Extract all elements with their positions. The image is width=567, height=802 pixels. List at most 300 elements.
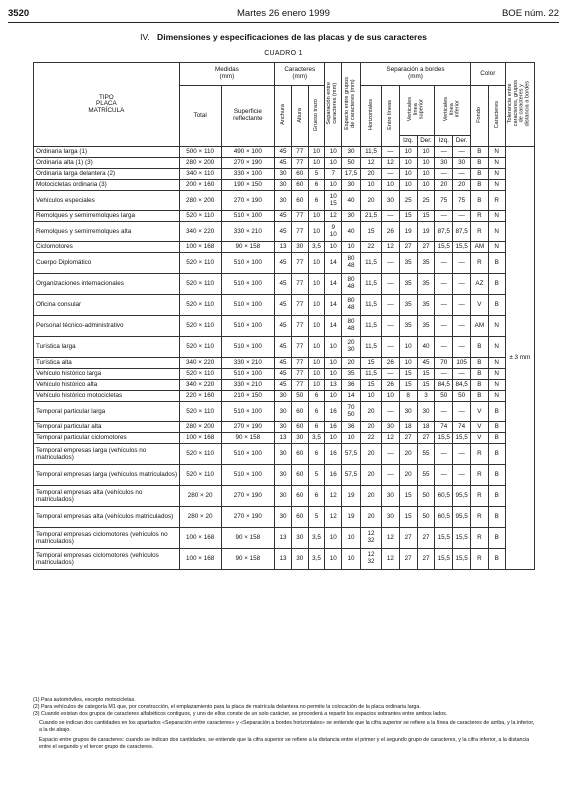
cell-esp: 35: [342, 369, 361, 380]
stacked-value: 48: [347, 304, 355, 311]
cell-fondo: R: [471, 222, 489, 242]
cell-hor: 20: [360, 444, 381, 465]
superficie-header: Superficie reflectante: [221, 86, 274, 147]
row-type-name: Ordinaria alta (1) (3): [34, 158, 180, 169]
cell-gru: 6: [308, 391, 325, 402]
row-type-name: Temporal empresas ciclomotores (vehículos no matriculados): [34, 528, 180, 549]
cell-gru: 10: [308, 337, 325, 358]
cell-sep: 10: [325, 242, 342, 253]
cell-total: 100 × 168: [179, 433, 221, 444]
cell-sep: 10: [325, 158, 342, 169]
cell-el: —: [381, 147, 399, 158]
cell-sup: 510 × 100: [221, 402, 274, 422]
stacked-value: 32: [367, 558, 375, 565]
fondo-header: Fondo: [471, 86, 489, 147]
cell-total: 340 × 220: [179, 222, 221, 242]
table-row: [34, 422, 535, 433]
cell-sup: 330 × 100: [221, 169, 274, 180]
cell-vsi: 10: [399, 169, 417, 180]
cell-alt: 77: [291, 295, 308, 316]
section-title: [0, 32, 567, 42]
cell-esp: 30: [342, 180, 361, 191]
stacked-value: 70: [347, 403, 355, 411]
footnote: (2) Para vehículos de categoría M1 que, por construcción, el emplazamiento para la placa de matrícula delantera no permite la colocación de la placa ordinaria larga.: [33, 703, 421, 710]
cell-vsd: 15: [417, 211, 435, 222]
cell-vsd: 35: [417, 274, 435, 295]
cell-vii: 75: [435, 191, 453, 211]
row-type-name: Personal técnico-administrativo: [34, 316, 180, 337]
cell-alt: 77: [291, 380, 308, 391]
cell-fondo: AZ: [471, 274, 489, 295]
cell-sup: 270 × 190: [221, 422, 274, 433]
cell-esp: [342, 316, 361, 337]
cell-el: —: [381, 465, 399, 486]
cell-esp: 30: [342, 211, 361, 222]
espacio-grupos-header: Espacio entre grupos de caracteres (mm): [342, 63, 361, 147]
cell-car: N: [488, 369, 505, 380]
cell-sep: 12: [325, 211, 342, 222]
row-type-name: Vehículo histórico alta: [34, 380, 180, 391]
cell-vid: 15,5: [453, 242, 471, 253]
cell-vsi: 27: [399, 242, 417, 253]
cell-gru: 6: [308, 402, 325, 422]
cell-vid: 20: [453, 180, 471, 191]
cell-anch: 30: [275, 422, 292, 433]
cell-vsd: 35: [417, 316, 435, 337]
cell-alt: 60: [291, 169, 308, 180]
cell-hor: 10: [360, 180, 381, 191]
cell-sep: 10: [325, 391, 342, 402]
cell-vid: 95,5: [453, 507, 471, 528]
cell-sep: 10: [325, 549, 342, 570]
cell-el: 10: [381, 180, 399, 191]
cell-sep: [325, 222, 342, 242]
cell-hor: [360, 549, 381, 570]
cell-vid: 95,5: [453, 486, 471, 507]
cell-el: —: [381, 444, 399, 465]
cell-fondo: B: [471, 147, 489, 158]
cell-vii: 15,5: [435, 242, 453, 253]
table-row: [34, 358, 535, 369]
cell-gru: 10: [308, 147, 325, 158]
cell-gru: 3,5: [308, 549, 325, 570]
der-header: Der.: [417, 136, 435, 147]
cell-hor: 11,5: [360, 316, 381, 337]
row-type-name: Cuerpo Diplomático: [34, 253, 180, 274]
cell-anch: 45: [275, 274, 292, 295]
table-row: [34, 211, 535, 222]
table-row: [34, 402, 535, 422]
cell-gru: 10: [308, 253, 325, 274]
medidas-header: Medidas (mm): [179, 63, 274, 86]
cell-sup: 510 × 100: [221, 211, 274, 222]
entre-lineas-header: Entre líneas: [381, 86, 399, 147]
separacion-bordes-header: Separación a bordes (mm): [360, 63, 470, 86]
cell-total: 280 × 200: [179, 422, 221, 433]
grueso-header: Grueso trazo: [308, 86, 325, 147]
cell-sup: 510 × 100: [221, 369, 274, 380]
stacked-value: 80: [347, 297, 355, 305]
cell-car: B: [488, 444, 505, 465]
cell-car: N: [488, 380, 505, 391]
cell-sep: 7: [325, 169, 342, 180]
cell-hor: 11,5: [360, 253, 381, 274]
cell-el: —: [381, 169, 399, 180]
stacked-value: 15: [329, 199, 337, 207]
cell-gru: 10: [308, 222, 325, 242]
cell-anch: 45: [275, 358, 292, 369]
cell-fondo: AM: [471, 242, 489, 253]
cell-gru: 5: [308, 465, 325, 486]
stacked-value: 32: [367, 537, 375, 544]
cell-sep: 12: [325, 486, 342, 507]
cell-el: —: [381, 337, 399, 358]
table-row: [34, 337, 535, 358]
cell-fondo: V: [471, 295, 489, 316]
cell-car: N: [488, 337, 505, 358]
row-type-name: Remolques y semirremolques alta: [34, 222, 180, 242]
cell-alt: 60: [291, 507, 308, 528]
cell-vsi: 27: [399, 433, 417, 444]
cell-sup: 330 × 210: [221, 222, 274, 242]
cell-sup: 510 × 100: [221, 253, 274, 274]
cell-vid: 74: [453, 422, 471, 433]
stacked-value: 12: [367, 530, 375, 538]
cell-car: N: [488, 158, 505, 169]
table-row: [34, 222, 535, 242]
stacked-value: 10: [329, 230, 337, 238]
cell-sup: 510 × 100: [221, 465, 274, 486]
cell-alt: 60: [291, 465, 308, 486]
cuadro-label: CUADRO 1: [264, 50, 303, 57]
cell-vsi: 8: [399, 391, 417, 402]
cell-esp: 10: [342, 242, 361, 253]
cell-total: 520 × 110: [179, 253, 221, 274]
cell-anch: 45: [275, 380, 292, 391]
cell-sup: 510 × 100: [221, 274, 274, 295]
cell-anch: 45: [275, 316, 292, 337]
cell-esp: [342, 337, 361, 358]
cell-sup: 490 × 100: [221, 147, 274, 158]
cell-anch: 45: [275, 295, 292, 316]
cell-sup: 210 × 150: [221, 391, 274, 402]
table-row: [34, 242, 535, 253]
color-header: Color: [471, 63, 506, 86]
cell-anch: 13: [275, 242, 292, 253]
cell-hor: 21,5: [360, 211, 381, 222]
cell-hor: 22: [360, 433, 381, 444]
cell-sep: 16: [325, 422, 342, 433]
cell-el: —: [381, 295, 399, 316]
table-row: [34, 158, 535, 169]
cell-esp: 10: [342, 528, 361, 549]
stacked-value: 20: [347, 339, 355, 347]
cell-esp: [342, 402, 361, 422]
cell-total: 520 × 110: [179, 402, 221, 422]
cell-gru: 10: [308, 380, 325, 391]
table-row: [34, 147, 535, 158]
izq-header: Izq.: [435, 136, 453, 147]
cell-fondo: B: [471, 169, 489, 180]
cell-vsd: 45: [417, 358, 435, 369]
cell-fondo: B: [471, 358, 489, 369]
section-number: IV.: [140, 32, 150, 42]
row-type-name: Motocicletas ordinaria (3): [34, 180, 180, 191]
cell-vii: 15,5: [435, 433, 453, 444]
cell-vsd: 3: [417, 391, 435, 402]
cell-gru: 6: [308, 486, 325, 507]
cell-vid: 84,5: [453, 380, 471, 391]
cell-sep: 10: [325, 337, 342, 358]
cell-alt: 60: [291, 191, 308, 211]
table-row: [34, 191, 535, 211]
cell-esp: 10: [342, 433, 361, 444]
cell-vsi: 10: [399, 337, 417, 358]
cell-vsd: 50: [417, 486, 435, 507]
cell-vii: —: [435, 369, 453, 380]
der-header: Der.: [453, 136, 471, 147]
cell-sep: 10: [325, 528, 342, 549]
cell-fondo: AM: [471, 316, 489, 337]
cell-alt: 77: [291, 222, 308, 242]
page-number: 3520: [8, 8, 30, 19]
cell-vsi: 20: [399, 444, 417, 465]
cell-el: 30: [381, 507, 399, 528]
cell-vii: 60,5: [435, 507, 453, 528]
stacked-value: 80: [347, 276, 355, 284]
cell-vsd: 55: [417, 465, 435, 486]
cell-sup: 510 × 100: [221, 316, 274, 337]
cell-alt: 77: [291, 358, 308, 369]
cell-vid: 15,5: [453, 549, 471, 570]
cell-vii: 15,5: [435, 528, 453, 549]
cell-vid: 15,5: [453, 433, 471, 444]
cell-esp: 17,5: [342, 169, 361, 180]
cell-fondo: V: [471, 422, 489, 433]
cell-el: —: [381, 369, 399, 380]
cell-gru: 10: [308, 369, 325, 380]
cell-car: N: [488, 211, 505, 222]
cell-alt: 60: [291, 422, 308, 433]
cell-total: 280 × 20: [179, 486, 221, 507]
cell-anch: 30: [275, 191, 292, 211]
cell-fondo: B: [471, 180, 489, 191]
cell-vsi: 15: [399, 369, 417, 380]
cell-vsd: 18: [417, 422, 435, 433]
cell-vsi: 10: [399, 158, 417, 169]
cell-anch: 45: [275, 158, 292, 169]
cell-esp: 50: [342, 158, 361, 169]
cell-anch: 45: [275, 369, 292, 380]
cell-anch: 45: [275, 211, 292, 222]
row-type-name: Vehículo histórico larga: [34, 369, 180, 380]
anchura-header: Anchura: [275, 86, 292, 147]
cell-car: B: [488, 507, 505, 528]
cell-vid: —: [453, 369, 471, 380]
cell-hor: 20: [360, 507, 381, 528]
cell-vsd: 19: [417, 222, 435, 242]
cell-el: 26: [381, 380, 399, 391]
cell-sep: 10: [325, 180, 342, 191]
table-row: [34, 507, 535, 528]
stacked-value: 30: [347, 346, 355, 353]
cell-esp: [342, 253, 361, 274]
cell-total: 520 × 110: [179, 337, 221, 358]
row-type-name: Turística larga: [34, 337, 180, 358]
cell-vid: —: [453, 465, 471, 486]
verticales-superior-header: Verticales línea superior: [399, 86, 435, 136]
cell-vii: —: [435, 211, 453, 222]
cell-hor: [360, 528, 381, 549]
cell-sep: 14: [325, 295, 342, 316]
separacion-caracteres-header: Separación entre caracteres (mm): [325, 63, 342, 147]
table-row: [34, 380, 535, 391]
cell-alt: 77: [291, 211, 308, 222]
cell-car: N: [488, 242, 505, 253]
cell-total: 280 × 200: [179, 191, 221, 211]
table-row: [34, 465, 535, 486]
cell-esp: 36: [342, 422, 361, 433]
cell-hor: 11,5: [360, 147, 381, 158]
cell-total: 220 × 160: [179, 391, 221, 402]
publication-number: BOE núm. 22: [501, 8, 559, 19]
cell-el: —: [381, 211, 399, 222]
cell-esp: 19: [342, 507, 361, 528]
cell-fondo: V: [471, 433, 489, 444]
cell-sup: 510 × 100: [221, 337, 274, 358]
cell-anch: 13: [275, 549, 292, 570]
cell-vsi: 19: [399, 222, 417, 242]
cell-car: B: [488, 486, 505, 507]
cell-anch: 45: [275, 253, 292, 274]
cell-alt: 30: [291, 549, 308, 570]
cell-hor: 11,5: [360, 369, 381, 380]
cell-hor: 11,5: [360, 274, 381, 295]
cell-vid: —: [453, 316, 471, 337]
row-type-name: Organizaciones internacionales: [34, 274, 180, 295]
cell-anch: 45: [275, 222, 292, 242]
cell-esp: 20: [342, 358, 361, 369]
cell-anch: 30: [275, 465, 292, 486]
row-type-name: Ordinaria larga (1): [34, 147, 180, 158]
cell-vii: —: [435, 253, 453, 274]
cell-fondo: B: [471, 191, 489, 211]
cell-el: 12: [381, 433, 399, 444]
cell-vid: —: [453, 147, 471, 158]
cell-el: 30: [381, 191, 399, 211]
cell-sep: 14: [325, 274, 342, 295]
cell-vid: 105: [453, 358, 471, 369]
cell-alt: 60: [291, 402, 308, 422]
cell-sep: 12: [325, 507, 342, 528]
cell-vii: 74: [435, 422, 453, 433]
cell-fondo: R: [471, 486, 489, 507]
row-type-name: Temporal empresas larga (vehículos matriculados): [34, 465, 180, 486]
cell-hor: 15: [360, 380, 381, 391]
cell-vsi: 35: [399, 274, 417, 295]
cell-total: 520 × 110: [179, 211, 221, 222]
cell-car: N: [488, 316, 505, 337]
cell-vsi: 15: [399, 486, 417, 507]
cell-gru: 10: [308, 158, 325, 169]
cell-anch: 30: [275, 486, 292, 507]
cell-vid: —: [453, 274, 471, 295]
row-type-name: Vehículo histórico motocicletas: [34, 391, 180, 402]
altura-header: Altura: [291, 86, 308, 147]
cell-vii: 87,5: [435, 222, 453, 242]
cell-fondo: B: [471, 337, 489, 358]
cell-vsi: 15: [399, 211, 417, 222]
cell-car: N: [488, 180, 505, 191]
cell-vid: 87,5: [453, 222, 471, 242]
cell-hor: 20: [360, 422, 381, 433]
stacked-value: 48: [347, 283, 355, 290]
cell-gru: 3,5: [308, 528, 325, 549]
cell-gru: 3,5: [308, 242, 325, 253]
cell-hor: 11,5: [360, 337, 381, 358]
cell-car: B: [488, 274, 505, 295]
cell-gru: 5: [308, 169, 325, 180]
cell-vii: 60,5: [435, 486, 453, 507]
table-row: [34, 295, 535, 316]
cell-vii: 30: [435, 158, 453, 169]
cell-hor: 20: [360, 402, 381, 422]
table-row: [34, 528, 535, 549]
tolerance-value: ± 3 mm: [505, 147, 534, 570]
explanatory-paragraph: Cuando se indican dos cantidades en los apartados «Separación entre caracteres» y «Separación a bordes horizontales» se entiende que la cifra superior se refiere a la línea de caracteres de arriba, y la inferior, a la de abajo.: [39, 720, 535, 734]
cell-vsd: 40: [417, 337, 435, 358]
cell-vsd: 27: [417, 528, 435, 549]
cell-vii: —: [435, 274, 453, 295]
cell-vid: 30: [453, 158, 471, 169]
cell-sup: 330 × 210: [221, 358, 274, 369]
cell-total: 340 × 220: [179, 358, 221, 369]
cell-alt: 60: [291, 180, 308, 191]
cell-esp: [342, 295, 361, 316]
cell-vsd: 27: [417, 433, 435, 444]
cell-sup: 510 × 100: [221, 444, 274, 465]
cell-fondo: B: [471, 158, 489, 169]
cell-total: 500 × 110: [179, 147, 221, 158]
cell-fondo: R: [471, 253, 489, 274]
cell-vii: —: [435, 465, 453, 486]
cell-vsi: 18: [399, 422, 417, 433]
cell-vii: 84,5: [435, 380, 453, 391]
cell-el: —: [381, 253, 399, 274]
table-row: [34, 169, 535, 180]
cell-car: B: [488, 253, 505, 274]
row-type-name: Ordinaria larga delantera (2): [34, 169, 180, 180]
cell-vsd: 15: [417, 369, 435, 380]
cell-vii: —: [435, 444, 453, 465]
table-row: [34, 444, 535, 465]
cell-vii: 70: [435, 358, 453, 369]
cell-sep: 14: [325, 316, 342, 337]
cell-car: N: [488, 147, 505, 158]
stacked-value: 80: [347, 255, 355, 263]
cell-vsi: 15: [399, 507, 417, 528]
cell-esp: 14: [342, 391, 361, 402]
cell-el: —: [381, 274, 399, 295]
tolerancia-header: Tolerancia entre caracteres, grupos de caracteres y distancia a bordes: [505, 63, 534, 147]
cell-vid: —: [453, 444, 471, 465]
cell-total: 100 × 168: [179, 528, 221, 549]
cell-vsd: 35: [417, 253, 435, 274]
cell-car: B: [488, 433, 505, 444]
cell-total: 340 × 220: [179, 380, 221, 391]
cell-total: 340 × 110: [179, 169, 221, 180]
row-type-name: Turística alta: [34, 358, 180, 369]
